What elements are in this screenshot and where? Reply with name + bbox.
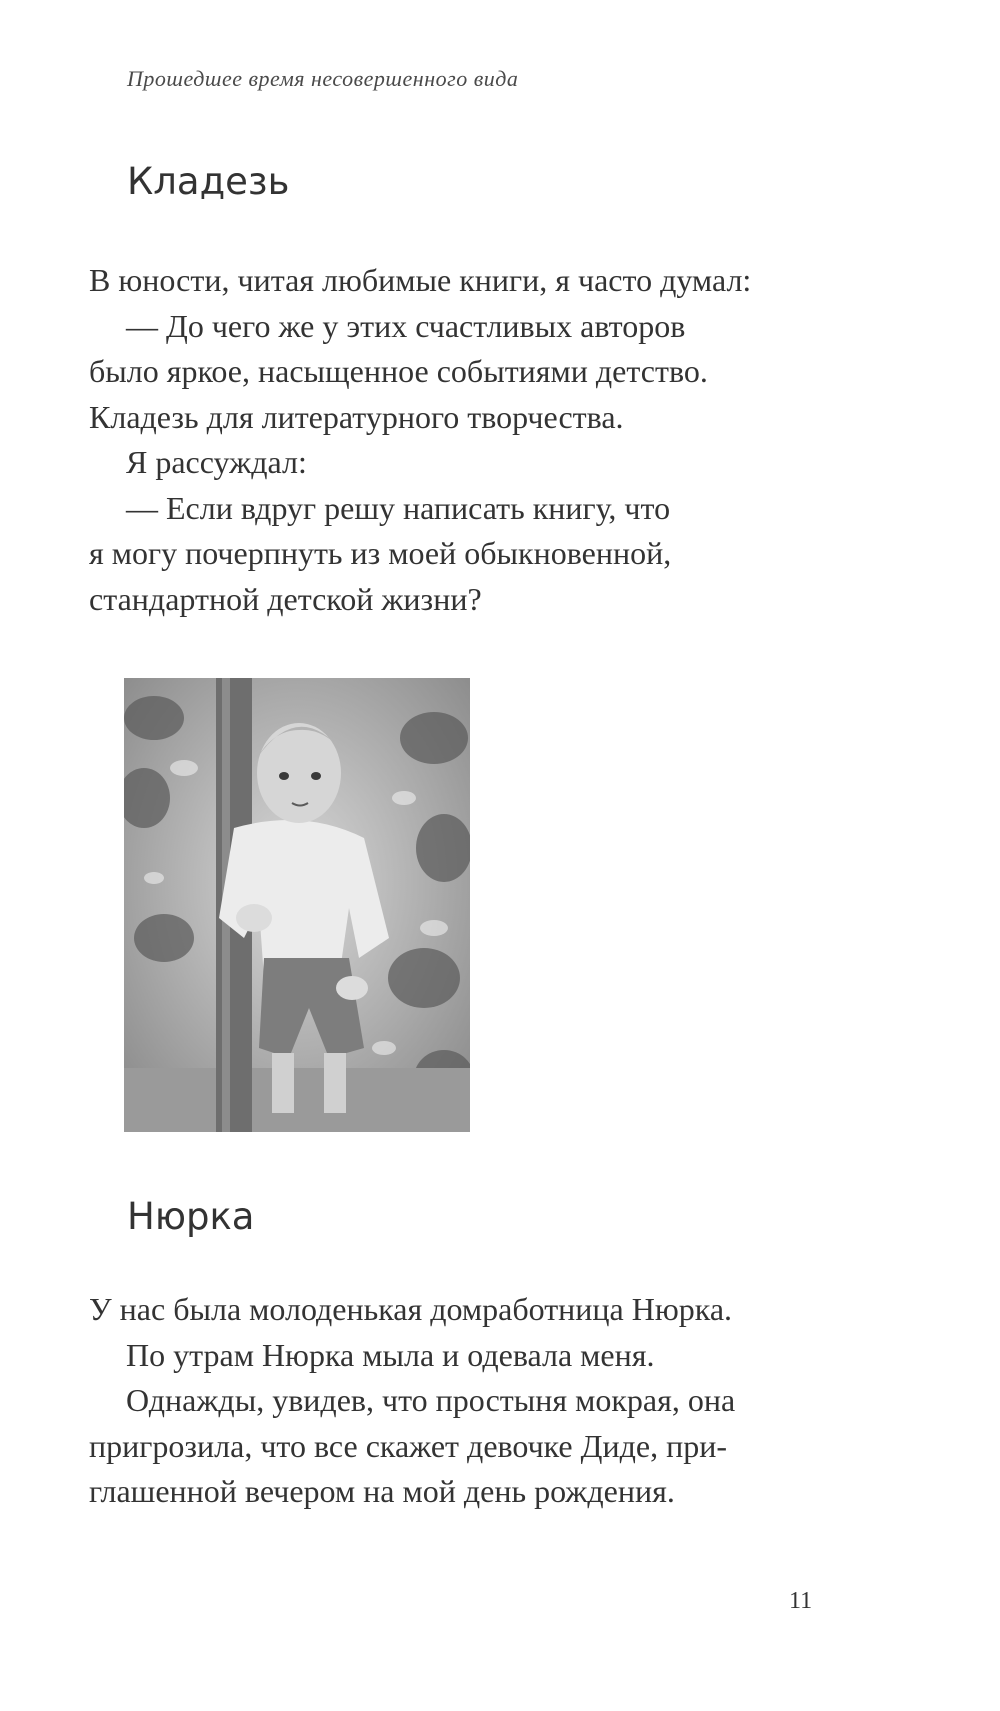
section-title-kladez: Кладезь — [127, 160, 290, 203]
text-line: я могу почерпнуть из моей обыкновенной, — [89, 535, 672, 571]
text-line: — Если вдруг решу написать книгу, что — [126, 489, 671, 526]
text-line: стандартной детской жизни? — [89, 580, 482, 617]
text-line: было яркое, насыщенное событиями детство. — [89, 353, 708, 389]
section-title-nyurka: Нюрка — [127, 1195, 255, 1238]
text-line: У нас была молоденькая домработница Нюрка. — [89, 1291, 733, 1327]
text-line: В юности, читая любимые книги, я часто думал: — [89, 262, 752, 298]
text-line: По утрам Нюрка мыла и одевала меня. — [126, 1336, 655, 1373]
running-head: Прошедшее время несовершенного вида — [127, 66, 519, 91]
text-line: пригрозила, что все скажет девочке Диде, при- — [89, 1427, 727, 1464]
text-line: Я рассуждал: — [126, 444, 307, 480]
section-body-kladez — [89, 258, 889, 622]
childhood-photo — [124, 678, 470, 1132]
text-line: глашенной вечером на мой день рождения. — [89, 1473, 675, 1509]
text-line: Кладезь для литературного творчества. — [89, 398, 624, 435]
text-line: Однажды, увидев, что простыня мокрая, она — [126, 1382, 736, 1418]
page-number: 11 — [789, 1588, 813, 1614]
text-line: — До чего же у этих счастливых авторов — [126, 307, 686, 344]
section-body-nyurka — [89, 1287, 889, 1515]
